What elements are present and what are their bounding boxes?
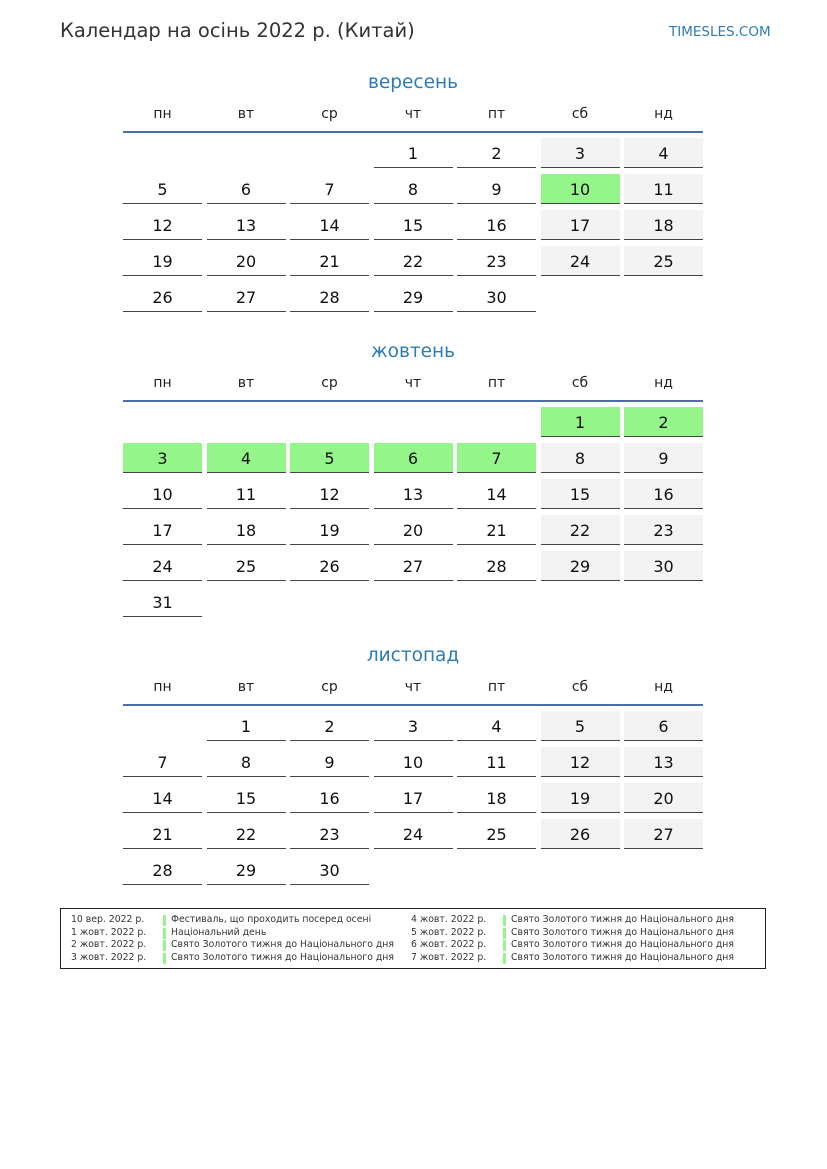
day-cell: 12 [290,479,369,509]
holiday-day-cell: 1 [541,407,620,437]
holiday-day-cell: 2 [624,407,703,437]
legend-date: 3 жовт. 2022 р. [71,952,147,964]
day-cell: 25 [624,246,703,276]
day-cell: 7 [290,174,369,204]
legend-date: 4 жовт. 2022 р. [411,914,487,925]
legend-row [71,952,394,965]
day-cell: 28 [123,855,202,885]
holiday-color-marker [163,915,166,926]
page-title: Календар на осінь 2022 р. (Китай) [60,19,415,42]
header-rule [123,131,703,133]
day-cell: 17 [541,210,620,240]
day-cell: 22 [541,515,620,545]
legend-row [411,914,734,927]
legend-holiday-name: Національний день [171,926,267,938]
header-rule [123,704,703,706]
empty-cell [123,138,202,168]
month-calendar [123,337,703,617]
day-cell: 19 [290,515,369,545]
legend-row [71,914,394,927]
day-cell: 12 [123,210,202,240]
legend-column [411,914,734,965]
legend-holiday-name: Свято Золотого тижня до Національного дня [171,952,394,964]
weekday-label: чт [404,679,422,695]
weekday-label: пт [487,375,506,391]
weekday-label: вт [237,679,255,695]
day-cell: 7 [123,747,202,777]
month-calendar [123,68,703,312]
weekday-label: пн [153,106,172,122]
legend-holiday-name: Свято Золотого тижня до Національного дня [511,926,734,938]
day-cell: 6 [624,711,703,741]
weekday-label: нд [654,375,673,391]
day-cell: 28 [290,282,369,312]
day-cell: 10 [123,479,202,509]
days-grid [123,711,703,885]
legend-holiday-name: Свято Золотого тижня до Національного дня [511,952,734,964]
day-cell: 8 [207,747,286,777]
legend-date: 2 жовт. 2022 р. [71,939,147,951]
header-rule [123,400,703,402]
weekday-label: чт [404,106,422,122]
day-cell: 22 [207,819,286,849]
day-cell: 25 [457,819,536,849]
weekday-label: ср [321,106,338,122]
weekday-label: сб [571,375,589,391]
day-cell: 11 [624,174,703,204]
legend-row [411,952,734,965]
holiday-color-marker [503,915,506,926]
legend-holiday-name: Свято Золотого тижня до Національного дня [171,939,394,951]
day-cell: 11 [457,747,536,777]
day-cell: 28 [457,551,536,581]
month-name: жовтень [370,341,456,362]
legend-date: 5 жовт. 2022 р. [411,926,487,938]
day-cell: 29 [541,551,620,581]
day-cell: 9 [290,747,369,777]
legend-date: 6 жовт. 2022 р. [411,939,487,951]
legend-row [411,927,734,940]
day-cell: 21 [123,819,202,849]
day-cell: 2 [457,138,536,168]
legend-holiday-name: Фестиваль, що проходить посеред осені [171,914,372,925]
weekday-label: вт [237,375,255,391]
empty-cell [290,138,369,168]
holiday-color-marker [503,940,506,951]
holiday-day-cell: 6 [374,443,453,473]
month-name: листопад [366,645,460,666]
day-cell: 29 [374,282,453,312]
empty-cell [290,407,369,437]
legend-date: 1 жовт. 2022 р. [71,926,147,938]
holiday-legend [60,908,766,969]
day-cell: 30 [457,282,536,312]
day-cell: 5 [541,711,620,741]
legend-row [71,927,394,940]
day-cell: 24 [123,551,202,581]
day-cell: 4 [457,711,536,741]
empty-cell [123,711,202,741]
month-name: вересень [368,72,458,93]
day-cell: 21 [457,515,536,545]
weekday-label: сб [571,106,589,122]
day-cell: 6 [207,174,286,204]
day-cell: 26 [290,551,369,581]
day-cell: 15 [374,210,453,240]
days-grid [123,138,703,312]
legend-date: 7 жовт. 2022 р. [411,952,487,964]
weekday-label: вт [237,106,255,122]
day-cell: 1 [207,711,286,741]
day-cell: 15 [541,479,620,509]
weekday-label: ср [321,375,338,391]
weekday-label: ср [321,679,338,695]
day-cell: 10 [374,747,453,777]
day-cell: 23 [457,246,536,276]
legend-row [411,939,734,952]
day-cell: 25 [207,551,286,581]
day-cell: 24 [541,246,620,276]
empty-cell [207,138,286,168]
day-cell: 20 [624,783,703,813]
day-cell: 19 [541,783,620,813]
site-link[interactable]: TIMESLES.COM [669,24,771,40]
holiday-day-cell: 4 [207,443,286,473]
weekday-label: пт [487,106,506,122]
legend-column [71,914,394,965]
day-cell: 26 [541,819,620,849]
weekday-label: пн [153,375,172,391]
weekday-label: нд [654,679,673,695]
day-cell: 15 [207,783,286,813]
day-cell: 23 [624,515,703,545]
weekday-label: чт [404,375,422,391]
holiday-color-marker [503,928,506,939]
day-cell: 5 [123,174,202,204]
day-cell: 30 [624,551,703,581]
day-cell: 27 [624,819,703,849]
day-cell: 2 [290,711,369,741]
empty-cell [457,407,536,437]
day-cell: 17 [123,515,202,545]
empty-cell [123,407,202,437]
day-cell: 13 [624,747,703,777]
holiday-day-cell: 5 [290,443,369,473]
legend-holiday-name: Свято Золотого тижня до Національного дня [511,939,734,951]
holiday-color-marker [163,953,166,964]
day-cell: 31 [123,587,202,617]
empty-cell [207,407,286,437]
day-cell: 19 [123,246,202,276]
day-cell: 16 [457,210,536,240]
day-cell: 27 [374,551,453,581]
day-cell: 20 [374,515,453,545]
legend-row [71,939,394,952]
day-cell: 16 [624,479,703,509]
weekday-header [123,671,703,703]
day-cell: 18 [624,210,703,240]
day-cell: 14 [457,479,536,509]
legend-date: 10 вер. 2022 р. [71,914,145,925]
day-cell: 18 [207,515,286,545]
day-cell: 8 [374,174,453,204]
holiday-color-marker [163,940,166,951]
day-cell: 30 [290,855,369,885]
weekday-header [123,367,703,399]
weekday-label: нд [654,106,673,122]
day-cell: 29 [207,855,286,885]
day-cell: 9 [457,174,536,204]
day-cell: 24 [374,819,453,849]
weekday-label: пн [153,679,172,695]
day-cell: 12 [541,747,620,777]
day-cell: 14 [290,210,369,240]
day-cell: 16 [290,783,369,813]
day-cell: 22 [374,246,453,276]
empty-cell [374,407,453,437]
day-cell: 9 [624,443,703,473]
day-cell: 13 [207,210,286,240]
legend-holiday-name: Свято Золотого тижня до Національного дня [511,914,734,925]
day-cell: 23 [290,819,369,849]
holiday-day-cell: 10 [541,174,620,204]
day-cell: 17 [374,783,453,813]
day-cell: 8 [541,443,620,473]
day-cell: 21 [290,246,369,276]
day-cell: 13 [374,479,453,509]
weekday-label: пт [487,679,506,695]
holiday-day-cell: 3 [123,443,202,473]
day-cell: 18 [457,783,536,813]
day-cell: 3 [374,711,453,741]
day-cell: 27 [207,282,286,312]
day-cell: 20 [207,246,286,276]
day-cell: 3 [541,138,620,168]
holiday-color-marker [163,928,166,939]
weekday-label: сб [571,679,589,695]
month-calendar [123,641,703,885]
days-grid [123,407,703,617]
day-cell: 1 [374,138,453,168]
weekday-header [123,98,703,130]
day-cell: 4 [624,138,703,168]
day-cell: 26 [123,282,202,312]
holiday-day-cell: 7 [457,443,536,473]
day-cell: 11 [207,479,286,509]
holiday-color-marker [503,953,506,964]
day-cell: 14 [123,783,202,813]
